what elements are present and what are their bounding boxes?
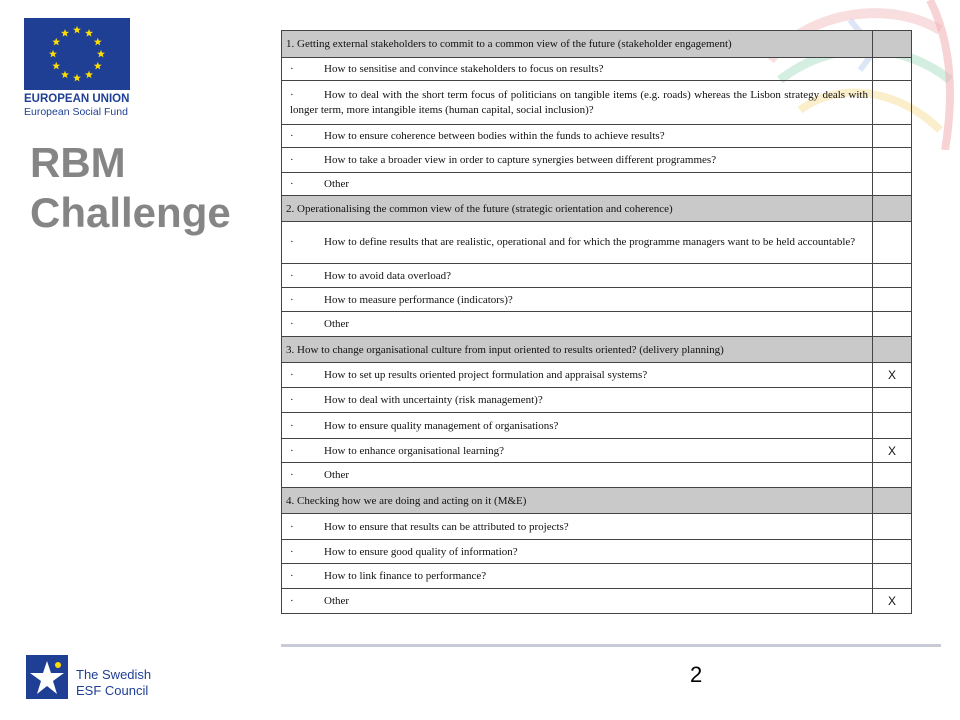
page-number: 2 bbox=[690, 662, 703, 687]
question-row bbox=[282, 222, 912, 264]
question-row bbox=[282, 463, 912, 488]
section-header-row bbox=[282, 337, 912, 363]
question-text: How to set up results oriented project formulation and appraisal systems? bbox=[324, 369, 648, 381]
section-header-text: 2. Operationalising the common view of the future (strategic orientation and coherence) bbox=[286, 202, 673, 215]
question-cell bbox=[282, 413, 873, 439]
question-cell bbox=[282, 540, 873, 564]
selection-mark-cell bbox=[873, 288, 912, 312]
question-cell bbox=[282, 312, 873, 337]
footer-divider bbox=[281, 644, 941, 647]
selection-mark-cell bbox=[873, 148, 912, 173]
question-row bbox=[282, 81, 912, 125]
question-cell bbox=[282, 439, 873, 463]
eu-logo-line1: EUROPEAN UNION bbox=[24, 93, 130, 105]
question-cell bbox=[282, 58, 873, 81]
bullet: · bbox=[290, 293, 294, 306]
selection-mark-cell bbox=[873, 31, 912, 58]
section-header-row bbox=[282, 488, 912, 514]
council-line2: ESF Council bbox=[76, 683, 149, 698]
selection-mark-cell bbox=[873, 173, 912, 196]
bullet: · bbox=[290, 570, 294, 582]
slide-title-line2: Challenge bbox=[30, 189, 231, 236]
question-text: Other bbox=[324, 595, 350, 607]
question-text: How to enhance organisational learning? bbox=[324, 444, 505, 457]
question-row bbox=[282, 312, 912, 337]
selection-mark-cell bbox=[873, 514, 912, 540]
section-header-row bbox=[282, 196, 912, 222]
selection-mark-cell bbox=[873, 413, 912, 439]
question-row bbox=[282, 288, 912, 312]
question-text: How to ensure coherence between bodies within the funds to achieve results? bbox=[324, 130, 665, 142]
slide-title-line1: RBM bbox=[30, 139, 126, 186]
question-text: How to ensure that results can be attributed to projects? bbox=[324, 520, 569, 533]
question-row bbox=[282, 173, 912, 196]
selection-mark-cell: X bbox=[873, 439, 912, 463]
selection-mark-cell bbox=[873, 264, 912, 288]
question-text: Other bbox=[324, 469, 350, 481]
bullet: · bbox=[290, 236, 294, 248]
question-cell bbox=[282, 222, 873, 264]
question-text: How to deal with uncertainty (risk management)? bbox=[324, 394, 543, 406]
eu-logo-line2: European Social Fund bbox=[24, 106, 128, 118]
section-header-text: 4. Checking how we are doing and acting on it (M&E) bbox=[286, 494, 527, 507]
question-row bbox=[282, 540, 912, 564]
question-cell bbox=[282, 388, 873, 413]
selection-mark-cell bbox=[873, 463, 912, 488]
section-header-cell bbox=[282, 31, 873, 58]
selection-mark-cell bbox=[873, 488, 912, 514]
question-row bbox=[282, 363, 912, 388]
selection-mark-cell bbox=[873, 312, 912, 337]
bullet: · bbox=[290, 154, 294, 166]
selection-mark-cell bbox=[873, 540, 912, 564]
question-text: How to link finance to performance? bbox=[324, 570, 487, 582]
question-cell bbox=[282, 288, 873, 312]
question-cell bbox=[282, 148, 873, 173]
selection-mark-cell: X bbox=[873, 589, 912, 614]
council-line1: The Swedish bbox=[76, 667, 152, 682]
section-header-cell bbox=[282, 488, 873, 514]
question-row bbox=[282, 264, 912, 288]
question-text: How to ensure quality management of organisations? bbox=[324, 419, 559, 432]
section-header-text: 1. Getting external stakeholders to commit to a common view of the future (stakeholder engagement) bbox=[286, 38, 732, 50]
bullet: · bbox=[290, 318, 294, 330]
question-text: How to measure performance (indicators)? bbox=[324, 293, 513, 306]
question-row bbox=[282, 564, 912, 589]
bullet: · bbox=[290, 88, 294, 101]
selection-mark-cell bbox=[873, 125, 912, 148]
question-row bbox=[282, 514, 912, 540]
selection-mark-cell bbox=[873, 81, 912, 125]
bullet: · bbox=[290, 394, 294, 406]
bullet: · bbox=[290, 545, 294, 558]
question-text: Other bbox=[324, 318, 350, 330]
question-cell bbox=[282, 564, 873, 589]
section-header-cell bbox=[282, 337, 873, 363]
question-cell bbox=[282, 363, 873, 388]
question-text: Other bbox=[324, 178, 350, 190]
question-row bbox=[282, 589, 912, 614]
swedish-esf-council-logo-icon bbox=[24, 653, 70, 701]
bullet: · bbox=[290, 178, 294, 190]
question-cell bbox=[282, 463, 873, 488]
question-cell bbox=[282, 125, 873, 148]
bullet: · bbox=[290, 419, 294, 432]
rbm-challenge-table bbox=[281, 30, 912, 614]
selection-mark-cell bbox=[873, 564, 912, 589]
question-row bbox=[282, 125, 912, 148]
bullet: · bbox=[290, 444, 294, 457]
section-header-text: 3. How to change organisational culture from input oriented to results oriented? (delivery planning) bbox=[286, 343, 724, 356]
bullet: · bbox=[290, 520, 294, 533]
question-row bbox=[282, 148, 912, 173]
selection-mark-cell bbox=[873, 388, 912, 413]
eu-stars-icon bbox=[24, 18, 130, 90]
swedish-esf-council-text bbox=[76, 667, 151, 699]
bullet: · bbox=[290, 469, 294, 481]
question-row bbox=[282, 388, 912, 413]
eu-logo-text bbox=[24, 93, 164, 119]
bullet: · bbox=[290, 595, 294, 607]
question-cell bbox=[282, 514, 873, 540]
question-text: How to take a broader view in order to capture synergies between different programmes? bbox=[324, 154, 717, 166]
question-text: How to deal with the short term focus of politicians on tangible items (e.g. roads) whereas the Lisbon strategy deals with longer term, more intangible items (human capital, social inclusion)? bbox=[290, 88, 868, 116]
question-text: How to avoid data overload? bbox=[324, 269, 452, 282]
eu-flag-logo bbox=[24, 18, 130, 90]
question-cell bbox=[282, 173, 873, 196]
question-cell bbox=[282, 589, 873, 614]
bullet: · bbox=[290, 369, 294, 381]
question-row bbox=[282, 58, 912, 81]
selection-mark-cell bbox=[873, 196, 912, 222]
bullet: · bbox=[290, 269, 294, 282]
question-text: How to define results that are realistic, operational and for which the programme managers want to be held accountable? bbox=[324, 236, 856, 248]
question-row bbox=[282, 413, 912, 439]
question-text: How to ensure good quality of information? bbox=[324, 545, 518, 558]
bullet: · bbox=[290, 63, 294, 75]
section-header-row bbox=[282, 31, 912, 58]
bullet: · bbox=[290, 130, 294, 142]
slide-title bbox=[30, 138, 270, 238]
question-row bbox=[282, 439, 912, 463]
selection-mark-cell bbox=[873, 337, 912, 363]
question-text: How to sensitise and convince stakeholders to focus on results? bbox=[324, 63, 604, 75]
question-cell bbox=[282, 264, 873, 288]
selection-mark-cell bbox=[873, 58, 912, 81]
question-cell bbox=[282, 81, 873, 125]
section-header-cell bbox=[282, 196, 873, 222]
selection-mark-cell bbox=[873, 222, 912, 264]
selection-mark-cell: X bbox=[873, 363, 912, 388]
